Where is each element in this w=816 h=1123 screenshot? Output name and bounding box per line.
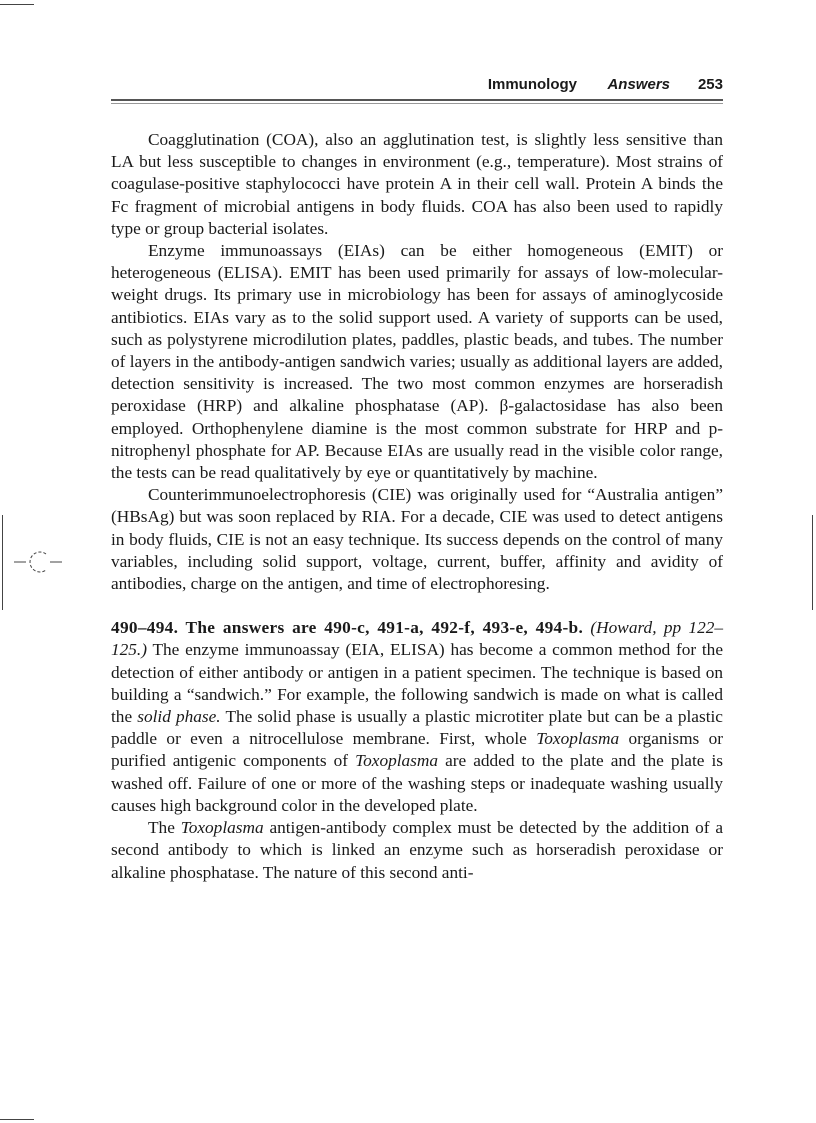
p2-text-b: antigen-antibody complex must be detected by the addition of a second antibody to which is linked an enzyme such as horseradish peroxidase or alkaline phosphatase. The nature of this second anti- bbox=[111, 818, 723, 882]
header-label: Answers bbox=[607, 76, 670, 93]
page-number: 253 bbox=[697, 76, 723, 93]
answer-italic-solid-phase: solid phase. bbox=[137, 707, 221, 727]
p2-text-a: The bbox=[148, 818, 175, 838]
answer-text-b: The solid phase is usually a plastic microtiter plate but can be a plastic paddle or even a nitrocellulose membrane. First, whole bbox=[111, 707, 723, 749]
answer-reference: (Howard, pp 122–125.) bbox=[111, 618, 723, 660]
body-text bbox=[111, 129, 723, 884]
paragraph-coagglutination: Coagglutination (COA), also an agglutination test, is slightly less sensitive than LA but less susceptible to changes in environment (e.g., temperature). Most strains of coagulase-positive staphylococci have protein A in their cell wall. Protein A binds the Fc fragment of microbial antigens in body fluids. COA has also been used to rapidly type or group bacterial isolates. bbox=[111, 130, 723, 238]
header-section-title: Immunology bbox=[487, 76, 577, 93]
crop-mark-right-edge bbox=[812, 515, 813, 610]
answer-italic-toxoplasma-1: Toxoplasma bbox=[536, 729, 620, 749]
header-rule-thin bbox=[111, 103, 723, 104]
paragraph-enzyme-immunoassays: Enzyme immunoassays (EIAs) can be either homogeneous (EMIT) or heterogeneous (ELISA). EMIT has been used primarily for assays of low-molecular-weight drugs. Its primary use in microbiology has been for assays of aminoglycoside antibiotics. EIAs vary as to the solid support used. A variety of supports can be used, such as polystyrene microdilution plates, paddles, plastic beads, and tubes. The number of layers in the antibody-antigen sandwich varies; usually as additional layers are added, detection sensitivity is increased. The two most common enzymes are horseradish peroxidase (HRP) and alkaline phosphatase (AP). β-galactosidase has also been employed. Orthophenylene diamine is the most common substrate for HRP and p-nitrophenyl phosphate for AP. Because EIAs are usually read in the visible color range, the tests can be read qualitatively by eye or quantitatively by machine. bbox=[111, 241, 723, 483]
p2-italic-toxoplasma: Toxoplasma bbox=[180, 818, 264, 838]
answer-italic-toxoplasma-2: Toxoplasma bbox=[355, 751, 439, 771]
answer-text-a: The enzyme immunoassay (EIA, ELISA) has become a common method for the detection of either antibody or antigen in a patient specimen. The technique is based on building a “sandwich.” For example, the following sandwich is made on what is called the bbox=[111, 640, 723, 727]
crop-mark-left-edge bbox=[2, 515, 3, 610]
crop-mark-bottom-left bbox=[0, 1119, 34, 1120]
paragraph-second-antibody bbox=[111, 817, 723, 884]
answer-text-c: organisms or purified antigenic components of bbox=[111, 729, 724, 771]
answer-text-d: are added to the plate and the plate is washed off. Failure of one or more of the washing steps or inadequate washing usually causes high background color in the developed plate. bbox=[111, 751, 724, 815]
answer-paragraph bbox=[111, 617, 723, 817]
crop-mark-top-left bbox=[0, 4, 34, 5]
registration-mark-icon bbox=[12, 547, 64, 577]
header-rule bbox=[111, 99, 723, 101]
paragraph-counterimmunoelectrophoresis: Counterimmunoelectrophoresis (CIE) was originally used for “Australia antigen” (HBsAg) but was soon replaced by RIA. For a decade, CIE was used to detect antigens in body fluids, CIE is not an easy technique. Its success depends on the control of many variables, including solid support, voltage, current, buffer, affinity and avidity of antibodies, charge on the antigen, and time of electrophoresing. bbox=[111, 485, 723, 594]
answer-lead: 490–494. The answers are 490-c, 491-a, 492-f, 493-e, 494-b. bbox=[111, 618, 584, 638]
running-header bbox=[111, 74, 723, 98]
